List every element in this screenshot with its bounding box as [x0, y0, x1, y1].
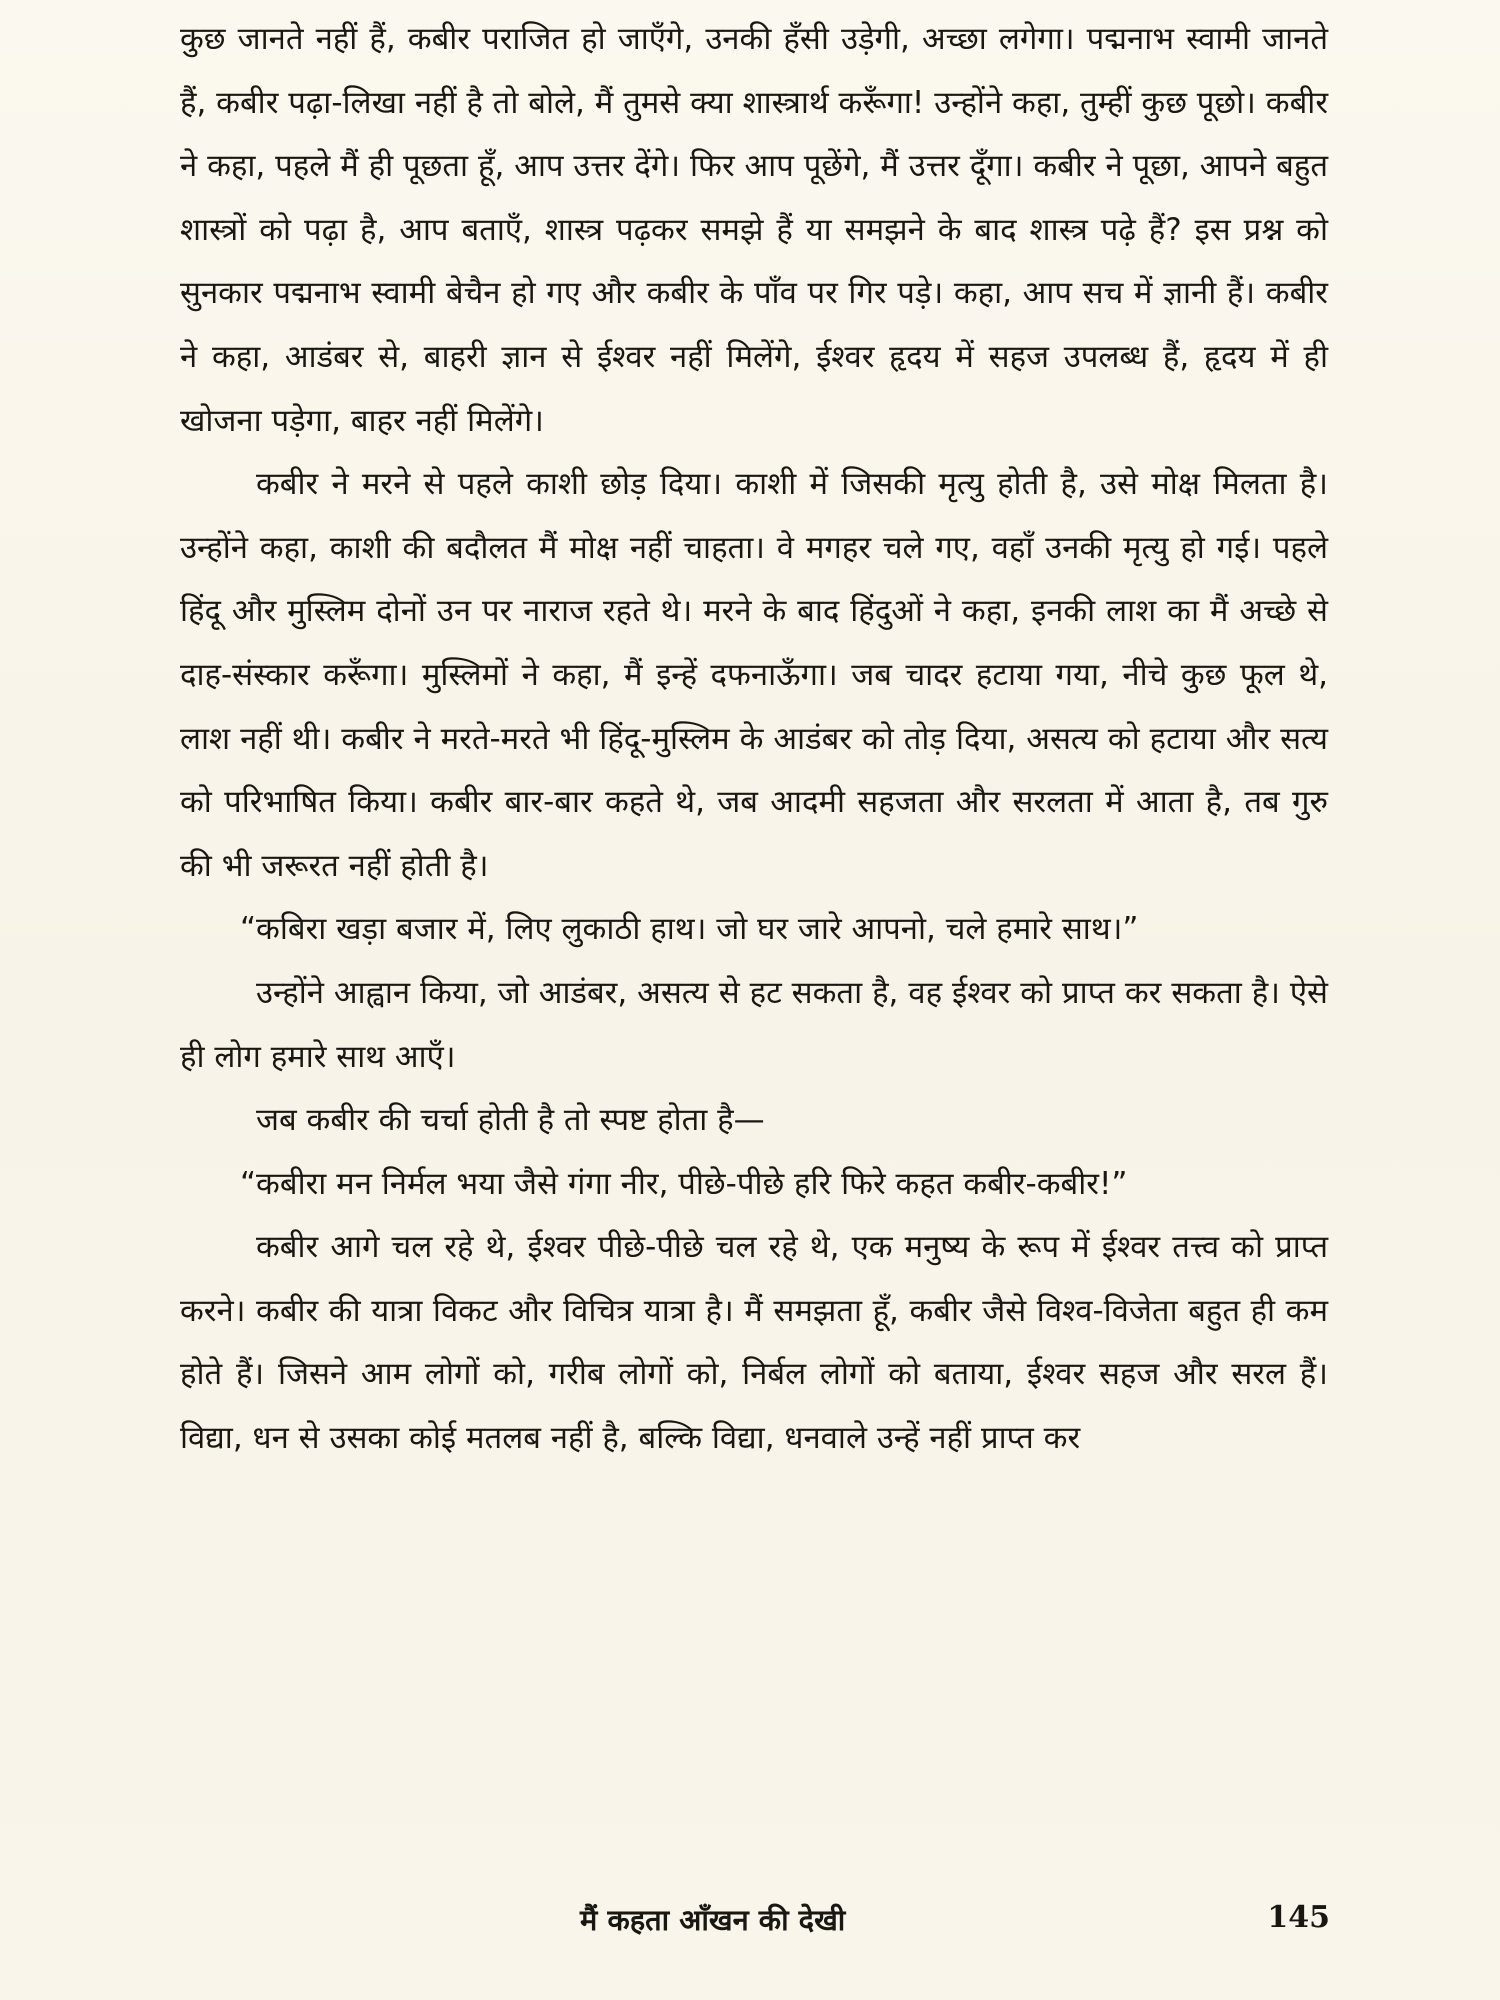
- body-text: [180, 8, 1328, 1471]
- paragraph-kashi-magahar: कबीर ने मरने से पहले काशी छोड़ दिया। काशी में जिसकी मृत्यु होती है, उसे मोक्ष मिलता है। उन्होंने कहा, काशी की बदौलत मैं मोक्ष नहीं चाहता। वे मगहर चले गए, वहाँ उनकी मृत्यु हो गई। पहले हिंदू और मुस्लिम दोनों उन पर नाराज रहते थे। मरने के बाद हिंदुओं ने कहा, इनकी लाश का मैं अच्छे से दाह-संस्कार करूँगा। मुस्लिमों ने कहा, मैं इन्हें दफनाऊँगा। जब चादर हटाया गया, नीचे कुछ फूल थे, लाश नहीं थी। कबीर ने मरते-मरते भी हिंदू-मुस्लिम के आडंबर को तोड़ दिया, असत्य को हटाया और सत्य को परिभाषित किया। कबीर बार-बार कहते थे, जब आदमी सहजता और सरलता में आता है, तब गुरु की भी जरूरत नहीं होती है।: [180, 466, 1328, 884]
- paragraph-kabir-yatra: कबीर आगे चल रहे थे, ईश्वर पीछे-पीछे चल रहे थे, एक मनुष्य के रूप में ईश्वर तत्त्व को प्राप्त करने। कबीर की यात्रा विकट और विचित्र यात्रा है। मैं समझता हूँ, कबीर जैसे विश्व-विजेता बहुत ही कम होते हैं। जिसने आम लोगों को, गरीब लोगों को, निर्बल लोगों को बताया, ईश्वर सहज और सरल हैं। विद्या, धन से उसका कोई मतलब नहीं है, बल्कि विद्या, धनवाले उन्हें नहीं प्राप्त कर: [180, 1229, 1328, 1457]
- page-number: 145: [1267, 1900, 1330, 1935]
- paragraph-padmanabh-dialogue: कुछ जानते नहीं हैं, कबीर पराजित हो जाएँगे, उनकी हँसी उड़ेगी, अच्छा लगेगा। पद्मनाभ स्वामी जानते हैं, कबीर पढ़ा-लिखा नहीं है तो बोले, मैं तुमसे क्या शास्त्रार्थ करूँगा! उन्होंने कहा, तुम्हीं कुछ पूछो। कबीर ने कहा, पहले मैं ही पूछता हूँ, आप उत्तर देंगे। फिर आप पूछेंगे, मैं उत्तर दूँगा। कबीर ने पूछा, आपने बहुत शास्त्रों को पढ़ा है, आप बताएँ, शास्त्र पढ़कर समझे हैं या समझने के बाद शास्त्र पढ़े हैं? इस प्रश्न को सुनकार पद्मनाभ स्वामी बेचैन हो गए और कबीर के पाँव पर गिर पड़े। कहा, आप सच में ज्ञानी हैं। कबीर ने कहा, आडंबर से, बाहरी ज्ञान से ईश्वर नहीं मिलेंगे, ईश्वर हृदय में सहज उपलब्ध हैं, हृदय में ही खोजना पड़ेगा, बाहर नहीं मिलेंगे।: [180, 21, 1328, 439]
- running-footer-book-title: मैं कहता आँखन की देखी: [580, 1903, 846, 1937]
- paragraph-charcha-intro: जब कबीर की चर्चा होती है तो स्पष्ट होता है—: [256, 1102, 765, 1139]
- couplet-kabira-man-nirmal: “कबीरा मन निर्मल भया जैसे गंगा नीर, पीछे-पीछे हरि फिरे कहत कबीर-कबीर!”: [240, 1165, 1128, 1202]
- paragraph-ahvan: उन्होंने आह्वान किया, जो आडंबर, असत्य से हट सकता है, वह ईश्वर को प्राप्त कर सकता है। ऐसे ही लोग हमारे साथ आएँ।: [180, 974, 1328, 1075]
- couplet-kabira-khada-bajar: “कबिरा खड़ा बजार में, लिए लुकाठी हाथ। जो घर जारे आपनो, चले हमारे साथ।”: [240, 911, 1139, 948]
